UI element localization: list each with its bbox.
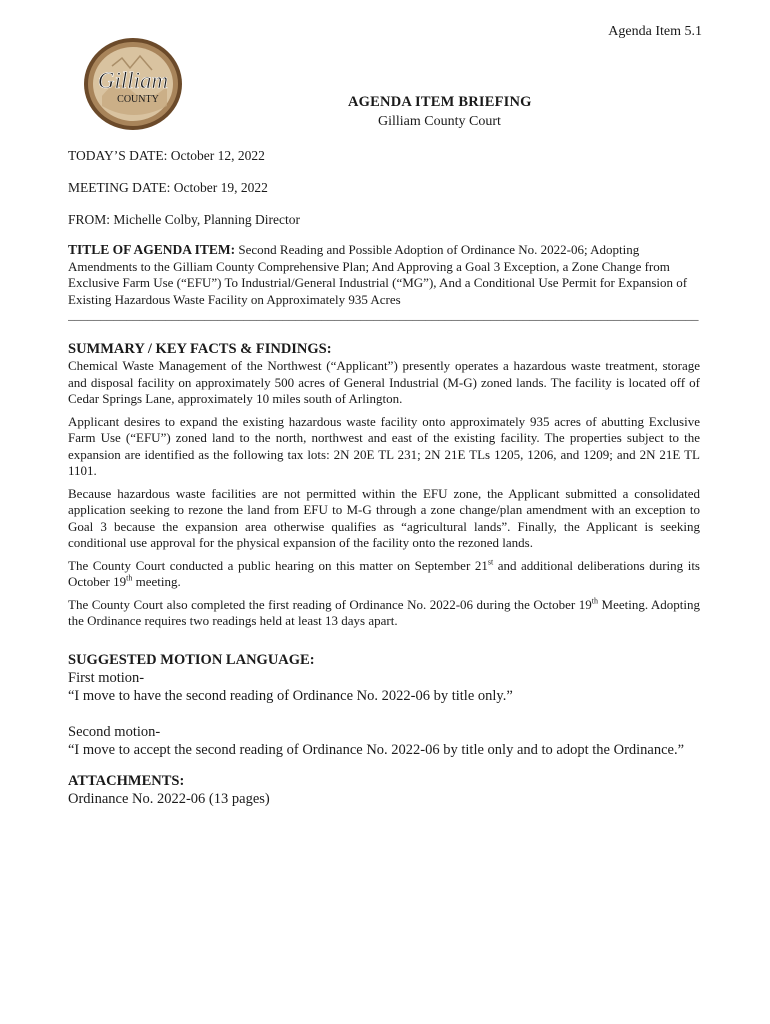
logo-wordmark: Gilliam (97, 68, 169, 93)
first-motion-text: “I move to have the second reading of Ordinance No. 2022-06 by title only.” (68, 687, 513, 704)
from-line: FROM: Michelle Colby, Planning Director (68, 212, 300, 227)
gilliam-county-logo (82, 36, 184, 132)
page-subtitle: Gilliam County Court (378, 114, 501, 129)
first-motion-label: First motion- (68, 669, 145, 686)
summary-paragraph-4: The County Court conducted a public hearing on this matter on September 21st and additional deliberations during its October 19th meeting. (68, 557, 700, 589)
summary-heading: SUMMARY / KEY FACTS & FINDINGS: (68, 341, 332, 357)
todays-date: TODAY’S DATE: October 12, 2022 (68, 148, 265, 163)
logo-county-text: COUNTY (117, 94, 159, 105)
document-body (68, 148, 700, 808)
summary-paragraph-5: The County Court also completed the first reading of Ordinance No. 2022-06 during the October 19th Meeting. Adopting the Ordinance requires two readings held at least 13 days apart. (68, 596, 701, 628)
summary-paragraph-3: Because hazardous waste facilities are not permitted within the EFU zone, the Applicant submitted a consolidated application seeking to rezone the land from EFU to M-G through a zone change/plan amendment with an exception to Goal 3 because the expansion area otherwise qualifies as “agricultural lands”. Finally, the Applicant is seeking conditional use approval for the physical expansion of the facility onto the rezoned lands. (68, 485, 700, 550)
agenda-item-number: Agenda Item 5.1 (608, 24, 702, 39)
meeting-date: MEETING DATE: October 19, 2022 (68, 180, 268, 195)
title-text: Second Reading and Possible Adoption of Ordinance No. 2022-06; Adopting Amendments to the Gilliam County Comprehensive Plan; And Approving a Goal 3 Exception, a Zone Change from Exclusive Farm Use (“EFU”) To Industrial/General Industrial (“MG”), And a Conditional Use Permit for Expansion of Existing Hazardous Waste Facility on Approximately 935 Acres (68, 242, 688, 307)
attachments-heading: ATTACHMENTS: (68, 772, 185, 789)
summary-paragraph-1: Chemical Waste Management of the Northwest (“Applicant”) presently operates a hazardous waste treatment, storage and disposal facility on approximately 500 acres of General Industrial (M-G) zoned lands. The facility is located off of Cedar Springs Lane, approximately 10 miles south of Arlington. (68, 358, 700, 406)
second-motion-text: “I move to accept the second reading of Ordinance No. 2022-06 by title only and to adopt the Ordinance.” (68, 741, 685, 758)
attachment-item: Ordinance No. 2022-06 (13 pages) (68, 790, 270, 807)
second-motion-label: Second motion- (68, 723, 161, 740)
summary-paragraph-2: Applicant desires to expand the existing hazardous waste facility onto approximately 935 acres of abutting Exclusive Farm Use (“EFU”) zoned land to the north, northwest and east of the existing facility. The properties subject to the expansion are identified as the following tax lots: 2N 20E TL 231; 2N 21E TLs 1205, 1206, and 1209; and 2N 21E TL 1101. (68, 413, 700, 478)
title-label: TITLE OF AGENDA ITEM: (68, 242, 236, 257)
page-title: AGENDA ITEM BRIEFING (348, 94, 532, 110)
motion-heading: SUGGESTED MOTION LANGUAGE: (68, 651, 315, 668)
agenda-item-title (68, 242, 700, 308)
divider-rule: _________________________________________________________________________________________________ (68, 308, 699, 322)
